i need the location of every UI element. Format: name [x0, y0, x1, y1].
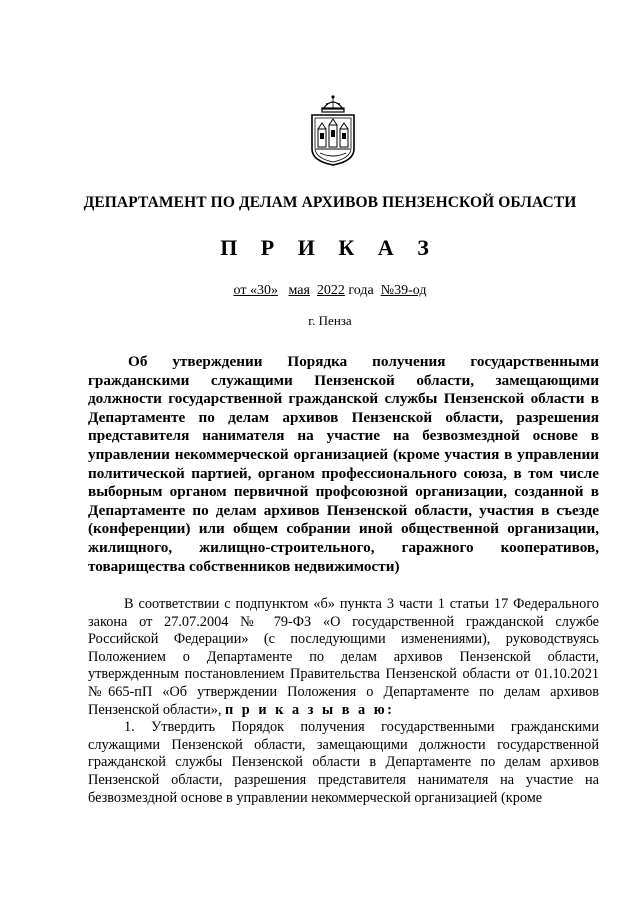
order-title: Об утверждении Порядка получения государственными гражданскими служащими Пензенской области, замещающими должности государственной гражданской службы Пензенской области в Департаменте по делам архивов Пензенской области, разрешения представителя нанимателя на участие на безвозмездной основе в управлении некоммерческой организацией (кроме участия в управлении политической партией, органом профессионального союза, в том числе выборным органом первичной профсоюзной организации, созданной в Департаменте по делам архивов Пензенской области, участия в съезде (конференции) или общем собрании иной общественной организации, жилищного, жилищно-строительного, гаражного кооперативов, товарищества собственников недвижимости) [88, 353, 599, 575]
clause-1-paragraph: 1. Утвердить Порядок получения государственными гражданскими служащими Пензенской области, замещающими должности государственной гражданской службы Пензенской области в Департаменте по делам архивов Пензенской области, разрешения представителя нанимателя на участие на безвозмездной основе в управлении некоммерческой организацией (кроме [88, 719, 599, 806]
department-name: ДЕПАРТАМЕНТ ПО ДЕЛАМ АРХИВОВ ПЕНЗЕНСКОЙ ОБЛАСТИ [83, 194, 577, 211]
date-month: мая [288, 283, 310, 298]
order-word: п р и к а з ы в а ю: [225, 701, 395, 718]
preamble-text: В соответствии с подпунктом «б» пункта 3 части 1 статьи 17 Федерального закона от 27.07.2004 № 79-ФЗ «О государственной гражданской службе Российской Федерации» (с последующими изменениями), руководствуясь Положением о Департаменте по делам архивов Пензенской области, утвержденным постановлением Правительства Пензенской области от 01.10.2021 №665-пП «Об утверждении Положения о Департаменте по делам архивов Пензенской области», [88, 596, 599, 718]
city: г. Пенза [308, 313, 352, 328]
order-date-line [0, 283, 640, 299]
order-number: №39-од [380, 283, 427, 298]
date-day: от «30» [233, 283, 278, 298]
preamble-paragraph [88, 596, 599, 719]
coat-of-arms-icon [306, 93, 360, 167]
date-year: 2022 [316, 283, 345, 298]
document-type: П Р И К А З [220, 235, 438, 260]
date-suffix: года [348, 283, 374, 298]
order-body [88, 596, 599, 807]
